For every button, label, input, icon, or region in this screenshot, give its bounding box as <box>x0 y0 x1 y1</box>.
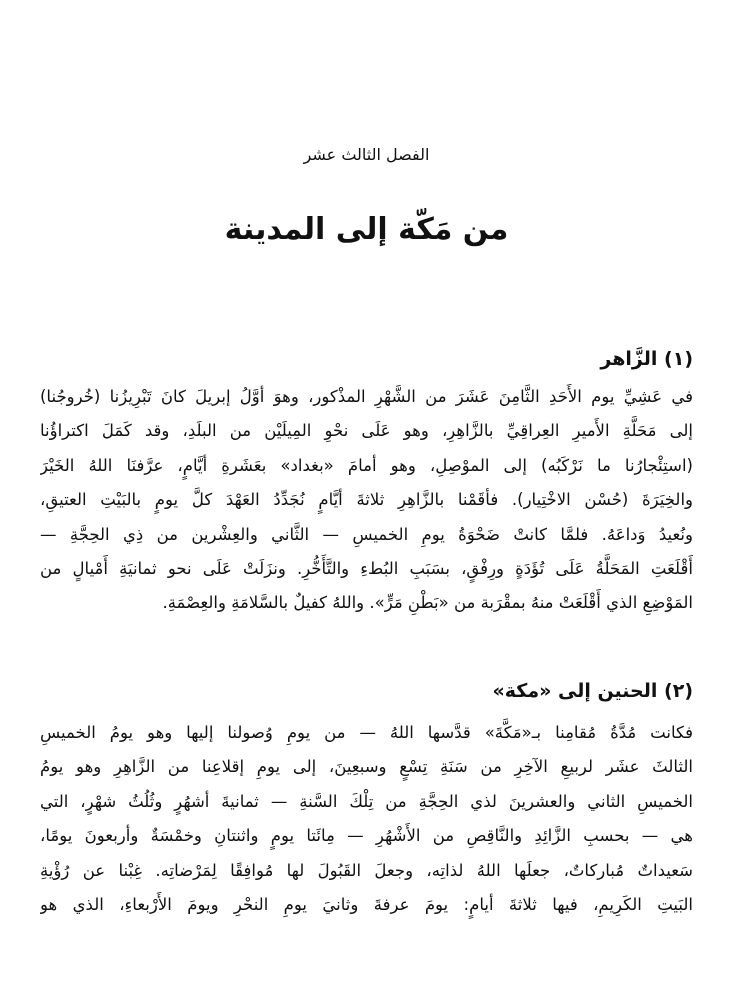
section-2 <box>40 676 693 706</box>
text-line: سَعيداتٌ مُباركاتٌ، جعلَها اللهُ لذاتِه، وجعلَ القَبُولَ لها مُوافِقًا لِمَرْضاتِه. غِبْنا عن رُؤْيةِ <box>40 860 693 880</box>
chapter-number: الفصل الثالث عشر <box>303 145 430 164</box>
text-line: الخميسِ الثاني والعشرينَ لذي الحِجَّةِ من تِلْكَ السَّنةِ — ثمانيةَ أشهُرٍ وثُلُثُ شهْرٍ، التي <box>40 791 693 811</box>
section-1-body <box>40 380 693 621</box>
section-1 <box>40 344 693 374</box>
chapter-title: من مَكّة إلى المدينة <box>224 212 509 247</box>
text-line: في عَشِيِّ يوم الأَحَدِ الثَّامِنَ عَشَرَ من الشَّهْرِ المذْكور، وهوَ أوَّلُ إبريلَ كانَ تَبْرِيزُنا (خُروجُنا) <box>40 387 693 406</box>
text-line: فكانت مُدَّةُ مُقامِنا بـ«مَكَّةَ» قدَّسها اللهُ — من يومِ وُصولنا إليها وهو يومُ الخميسِ <box>40 723 693 742</box>
text-line: والخِيَرَةَ (حُسْن الاخْتِيار). فأقَمْنا بالزَّاهِرِ ثلاثةَ أيَّامٍ نُجَدِّدُ العَهْدَ كلَّ يومٍ بالبَيْتِ العتيقِ، <box>40 490 693 510</box>
text-line: المَوْضِعِ الذي أَقْلَعَتْ منهُ بمقْرَبة من «بَطْنِ مَرٍّ». واللهُ كفيلٌ بالسَّلامَةِ والعِصْمَةِ. <box>162 593 693 613</box>
text-line: البَيتِ الكَرِيمِ، فيها ثلاثةَ أيامٍ: يومَ عرفةَ وثانيَ يومِ النحْرِ ويومَ الأَرْبعاءِ، الذي هو <box>40 894 693 914</box>
text-line: الثالثَ عشَر لربيعِ الآخِرِ من سَنَةِ تِسْعٍ وسبعِينَ، إلى يومِ إقلاعِنا من الزَّاهِرِ وهو يومُ <box>40 757 693 777</box>
section-heading: (١) الزَّاهر <box>600 348 693 370</box>
text-line: هي — بحسبِ الزَّائِدِ والنَّاقِصِ من الأَشْهُرِ — مِائَتا يومٍ واثنتانِ وخمْسَةٌ وأربعونَ يومًا، <box>40 826 693 846</box>
text-line: إلى مَحَلَّةِ الأَميرِ العِراقِيِّ بالزَّاهِرِ، وهو عَلَى نحْوِ المِيلَيْن من البلَدِ، وقد كَمَلَ اكتراؤُنا <box>40 421 693 441</box>
text-line: أَقْلَعَتِ المَحَلَّةُ عَلَى تُؤَدَةٍ ورِفْقٍ، بسَبَبِ البُطءِ والتَّأَخُّرِ. ونزَلَتْ عَلَى نحو ثمانيَةِ أَمْيالٍ من <box>40 558 693 578</box>
text-line: (استِئْجارُنا ما نَرْكَبُه) إلى الموْصِلِ، وهو أمامَ «بغداد» بعَشَرةِ أيَّامٍ، عرَّفنَا اللهُ الخَيْرَ <box>40 455 693 475</box>
section-heading: (٢) الحنين إلى «مكة» <box>492 680 693 702</box>
text-line: ونُعيدُ وَداعَهُ. فلمَّا كانتْ ضَحْوَةُ يومِ الخميسِ — الثَّاني والعِشْرين من ذِي الحِجَّةِ — <box>40 524 693 544</box>
section-2-body <box>40 716 693 922</box>
